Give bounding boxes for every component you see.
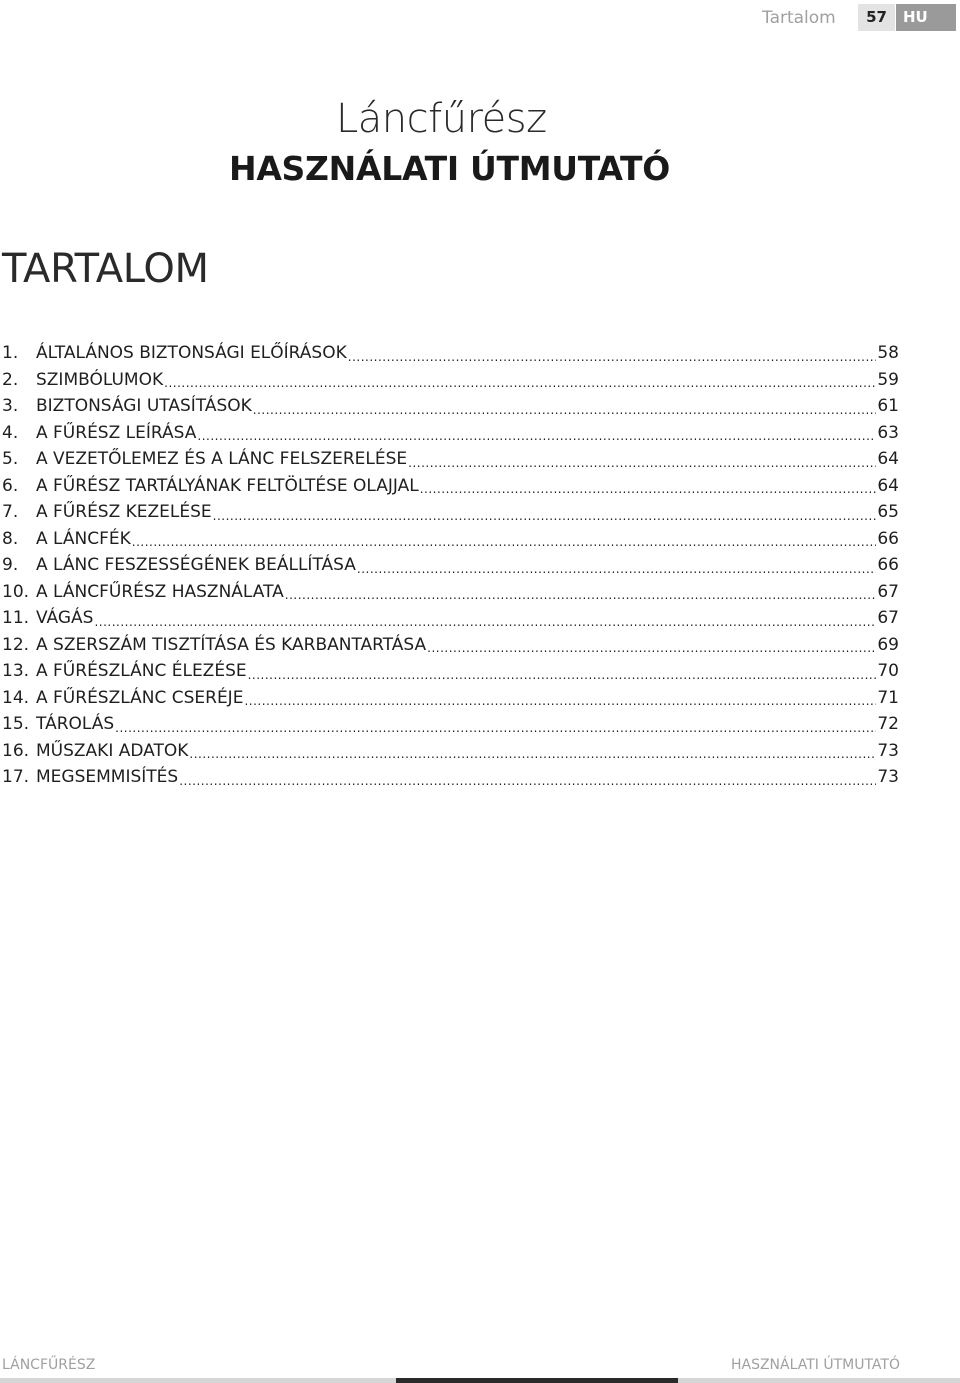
toc-item-title: A FŰRÉSZ LEÍRÁSA [36,422,197,443]
toc-item-title: A FŰRÉSZ TARTÁLYÁNAK FELTÖLTÉSE OLAJJAL [36,475,419,496]
toc-item-page: 73 [877,767,899,787]
toc-item-page: 64 [877,449,899,469]
footer-product-label: LÁNCFŰRÉSZ [2,1357,96,1373]
header-page-number: 57 [858,4,895,31]
toc-item-leader-dots [253,403,877,423]
toc-item-page: 58 [877,343,899,363]
toc-item-title: A VEZETŐLEMEZ ÉS A LÁNC FELSZERELÉSE [36,449,408,469]
toc-item[interactable] [2,767,899,794]
toc-item[interactable] [2,423,899,450]
toc-item-number: 10. [2,581,30,602]
toc-item-page: 64 [877,475,899,496]
toc-item-leader-dots [408,456,876,476]
toc-item-page: 67 [877,581,899,602]
toc-item-leader-dots [189,747,876,767]
toc-item-number: 16. [2,740,30,761]
toc-item-leader-dots [348,350,877,370]
toc-item[interactable] [2,396,899,423]
manual-title: HASZNÁLATI ÚTMUTATÓ [229,149,671,188]
toc-item-number: 8. [2,528,19,549]
toc-item-page: 66 [877,528,899,549]
toc-item-number: 5. [2,449,19,469]
toc-item[interactable] [2,661,899,688]
toc-item-leader-dots [197,429,876,449]
toc-item-title: VÁGÁS [36,608,94,628]
toc-item[interactable] [2,529,899,556]
header-language-badge: HU [896,4,956,31]
toc-item-title: A SZERSZÁM TISZTÍTÁSA ÉS KARBANTARTÁSA [36,634,427,655]
toc-item-title: A FŰRÉSZ KEZELÉSE [36,502,212,522]
toc-item-page: 59 [877,369,899,390]
toc-item-page: 69 [877,634,899,655]
toc-item[interactable] [2,343,899,370]
toc-item-number: 4. [2,422,19,443]
footer-manual-label: HASZNÁLATI ÚTMUTATÓ [730,1357,900,1373]
toc-item-number: 1. [2,343,19,363]
toc-item-page: 63 [877,422,899,443]
toc-item[interactable] [2,449,899,476]
toc-item-leader-dots [357,562,876,582]
toc-item-page: 65 [877,502,899,522]
toc-item[interactable] [2,582,899,609]
toc-item[interactable] [2,476,899,503]
toc-item-page: 66 [877,555,899,575]
toc-item-leader-dots [285,588,877,608]
toc-item-number: 17. [2,767,30,787]
toc-item-number: 3. [2,396,19,416]
toc-item-leader-dots [164,376,876,396]
toc-heading: TARTALOM [2,246,209,292]
toc-item-title: MEGSEMMISÍTÉS [36,767,179,787]
toc-item-leader-dots [248,668,877,688]
toc-item-number: 15. [2,714,30,734]
toc-item[interactable] [2,555,899,582]
toc-item-leader-dots [132,535,877,555]
toc-item-page: 73 [877,740,899,761]
toc-item-page: 70 [877,661,899,681]
toc-item-number: 9. [2,555,19,575]
toc-item-number: 11. [2,608,30,628]
toc-item-number: 13. [2,661,30,681]
toc-item[interactable] [2,370,899,397]
toc-item-title: BIZTONSÁGI UTASÍTÁSOK [36,396,252,416]
toc-item-leader-dots [213,509,877,529]
toc-item-page: 61 [877,396,899,416]
toc-item-title: A FŰRÉSZLÁNC CSERÉJE [36,687,244,708]
toc-item-page: 72 [877,714,899,734]
toc-item-leader-dots [420,482,877,502]
toc-item-title: SZIMBÓLUMOK [36,369,164,390]
toc-item-title: ÁLTALÁNOS BIZTONSÁGI ELŐÍRÁSOK [36,343,347,363]
product-title: Láncfűrész [336,96,547,142]
toc-item-leader-dots [244,694,876,714]
toc-item-leader-dots [115,721,876,741]
toc-item-title: A LÁNCFÉK [36,528,131,549]
toc-item-number: 12. [2,634,30,655]
toc-list [2,343,899,794]
toc-item-page: 67 [877,608,899,628]
toc-item-title: TÁROLÁS [36,714,115,734]
toc-item-page: 71 [877,687,899,708]
toc-item-number: 14. [2,687,30,708]
toc-item-number: 7. [2,502,19,522]
toc-item-leader-dots [427,641,876,661]
toc-item[interactable] [2,714,899,741]
toc-item[interactable] [2,502,899,529]
toc-item-title: A FŰRÉSZLÁNC ÉLEZÉSE [36,661,247,681]
toc-item-title: MŰSZAKI ADATOK [36,740,189,761]
toc-item[interactable] [2,608,899,635]
toc-item-number: 2. [2,369,19,390]
toc-item-leader-dots [179,774,876,794]
toc-item-number: 6. [2,475,19,496]
footer-bar-accent [396,1378,678,1383]
toc-item[interactable] [2,635,899,662]
toc-item-title: A LÁNC FESZESSÉGÉNEK BEÁLLÍTÁSA [36,555,356,575]
toc-item-title: A LÁNCFŰRÉSZ HASZNÁLATA [36,581,284,602]
toc-item-leader-dots [94,615,876,635]
toc-item[interactable] [2,741,899,768]
toc-item[interactable] [2,688,899,715]
header-section-title: Tartalom [762,8,836,28]
